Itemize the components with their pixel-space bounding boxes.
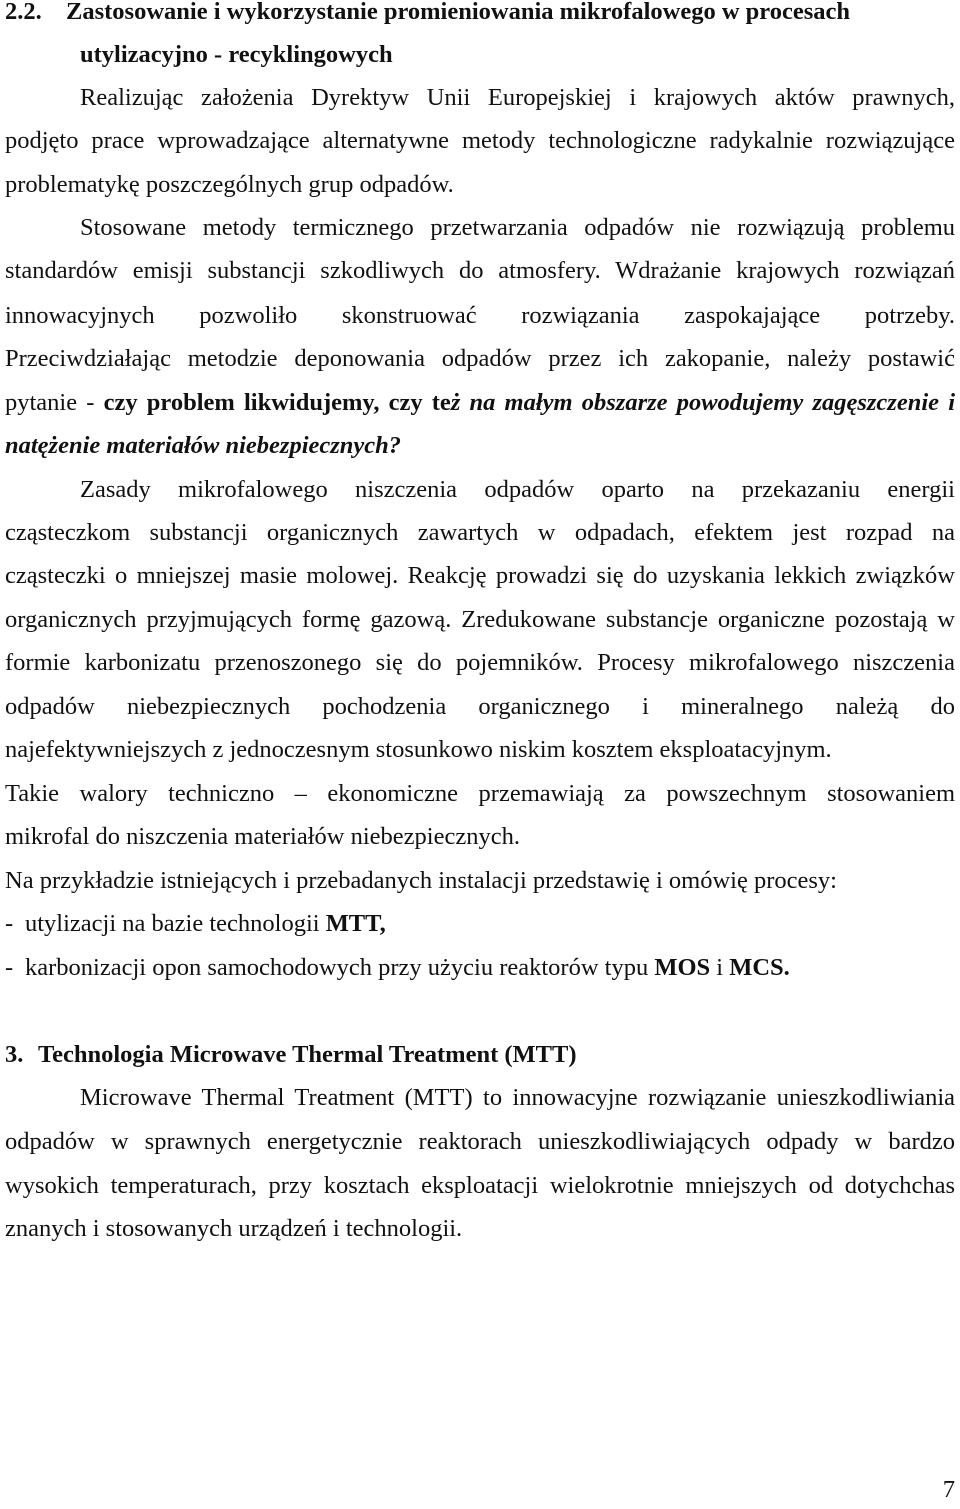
paragraph-line: odpadów w sprawnych energetycznie reaktorach unieszkodliwiających odpady w bardzo — [5, 1128, 955, 1155]
section-heading-title: Technologia Microwave Thermal Treatment (MTT) — [38, 1041, 577, 1068]
paragraph-line: organicznych przyjmujących formę gazową. Zredukowane substancje organiczne pozostają w — [5, 606, 955, 633]
paragraph-line: Przeciwdziałając metodzie deponowania odpadów przez ich zakopanie, należy postawić — [5, 345, 955, 372]
question-last-line: natężenie materiałów niebezpiecznych? — [5, 432, 402, 459]
paragraph-line: problematykę poszczególnych grup odpadów. — [5, 171, 454, 198]
section-heading — [5, 0, 955, 27]
list-item-bold-text: MCS. — [729, 954, 790, 981]
list-item-text: karbonizacji opon samochodowych przy użyciu reaktorów typu — [25, 954, 655, 981]
list-item — [5, 909, 955, 939]
paragraph-line: Na przykładzie istniejących i przebadanych instalacji przedstawię i omówię procesy: — [5, 867, 837, 894]
list-bullet: - — [5, 910, 14, 937]
paragraph-line: formie karbonizatu przenoszonego się do pojemników. Procesy mikrofalowego niszczenia — [5, 649, 955, 676]
paragraph-line: Takie walory techniczno – ekonomiczne przemawiają za powszechnym stosowaniem — [5, 780, 955, 807]
question-bold-text: czy problem likwidujemy, czy te — [103, 389, 451, 416]
paragraph-line: Microwave Thermal Treatment (MTT) to innowacyjne rozwiązanie unieszkodliwiania — [80, 1084, 955, 1111]
paragraph-line: podjęto prace wprowadzające alternatywne metody technologiczne radykalnie rozwiązujące — [5, 127, 955, 154]
paragraph-line: mikrofal do niszczenia materiałów niebezpiecznych. — [5, 823, 520, 850]
page-number: 7 — [942, 1476, 955, 1503]
list-item-text: i — [710, 954, 730, 981]
paragraph-line: cząsteczki o mniejszej masie molowej. Reakcję prowadzi się do uzyskania lekkich związków — [5, 562, 955, 589]
list-item-bold-text: MOS — [654, 954, 711, 981]
list-item-bold-text: MTT, — [325, 910, 386, 937]
section-heading-number: 2.2. — [5, 0, 42, 25]
question-line — [5, 388, 955, 418]
question-bold-italic-text: ż na małym obszarze powodujemy zagęszczenie i — [450, 389, 955, 416]
section-heading — [5, 1040, 955, 1070]
list-bullet: - — [5, 954, 14, 981]
list-item — [5, 953, 955, 983]
paragraph-line: znanych i stosowanych urządzeń i technologii. — [5, 1215, 463, 1242]
paragraph-line: Zasady mikrofalowego niszczenia odpadów oparto na przekazaniu energii — [80, 476, 955, 503]
paragraph-line: Stosowane metody termicznego przetwarzania odpadów nie rozwiązują problemu — [80, 214, 955, 241]
section-heading-number: 3. — [5, 1041, 24, 1068]
paragraph-line: wysokich temperaturach, przy kosztach eksploatacji wielokrotnie mniejszych od dotychchas — [5, 1172, 955, 1199]
paragraph-line: odpadów niebezpiecznych pochodzenia organicznego i mineralnego należą do — [5, 693, 955, 720]
question-prefix: pytanie - — [5, 389, 104, 416]
paragraph-line: standardów emisji substancji szkodliwych do atmosfery. Wdrażanie krajowych rozwiązań — [5, 257, 955, 284]
paragraph-line: Realizując założenia Dyrektyw Unii Europejskiej i krajowych aktów prawnych, — [80, 84, 955, 111]
section-heading-title-continued: utylizacyjno - recyklingowych — [80, 41, 393, 68]
paragraph-line: cząsteczkom substancji organicznych zawartych w odpadach, efektem jest rozpad na — [5, 519, 955, 546]
list-item-text: utylizacji na bazie technologii — [25, 910, 326, 937]
section-heading-title: Zastosowanie i wykorzystanie promieniowania mikrofalowego w procesach — [66, 0, 850, 25]
paragraph-line: innowacyjnych pozwoliło skonstruować rozwiązania zaspokajające potrzeby. — [5, 302, 955, 329]
paragraph-line: najefektywniejszych z jednoczesnym stosunkowo niskim kosztem eksploatacyjnym. — [5, 736, 832, 763]
